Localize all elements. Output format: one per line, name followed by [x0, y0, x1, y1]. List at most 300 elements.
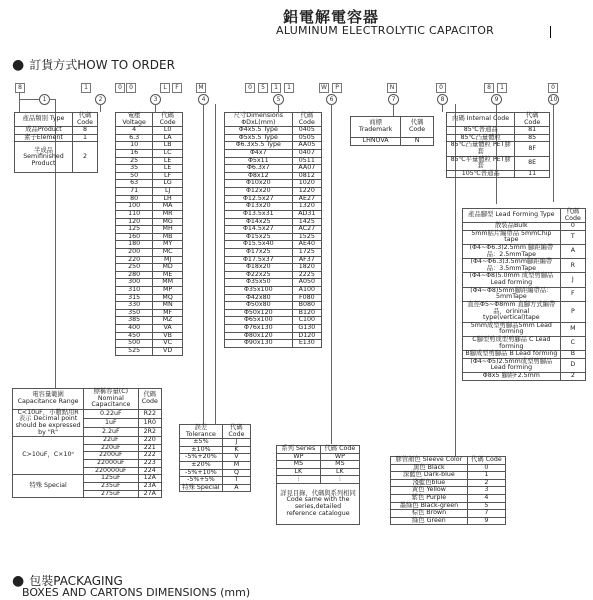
- table-row: [225, 210, 322, 218]
- code-char-box: 1: [81, 83, 91, 93]
- dimension-cell: 0511: [292, 157, 321, 165]
- capacitance-cell: 221: [138, 444, 161, 452]
- table-row: [116, 287, 183, 295]
- code-char-box: 0: [548, 83, 558, 93]
- table-row: [463, 322, 586, 336]
- table-row: [116, 127, 183, 135]
- tolerance-table-header: 誤差 Tolerance: [180, 425, 223, 439]
- sleeve-color-cell: 4: [467, 495, 505, 503]
- series-cell: LK: [277, 468, 321, 476]
- sleeve-color-cell: 棕色 Brown: [391, 510, 468, 518]
- capacitance-cell: 235uF: [84, 482, 138, 490]
- lead-forming-cell: C: [560, 336, 585, 350]
- capacitance-cell: 222: [138, 452, 161, 460]
- lead-forming-cell: B: [560, 351, 585, 359]
- dimension-cell: 0405: [292, 127, 321, 135]
- series-table-header: 代碼 Code: [320, 446, 359, 454]
- voltage-cell: LG: [153, 180, 183, 188]
- tolerance-table: [179, 424, 251, 492]
- voltage-cell: MF: [153, 309, 183, 317]
- table-row: [116, 210, 183, 218]
- table-row: [116, 340, 183, 348]
- marker-9: 9: [491, 94, 502, 105]
- capacitance-cell: 2.2uF: [84, 428, 138, 437]
- voltage-cell: MG: [153, 218, 183, 226]
- voltage-cell: 71: [116, 188, 153, 196]
- lead-forming-cell: M: [560, 322, 585, 336]
- type-cell: 1: [73, 134, 98, 142]
- marker-10: 10: [549, 96, 558, 103]
- capacitance-table-header: 電容量範圍 Capacitance Range: [13, 389, 84, 410]
- capacitance-range-cell: C<10uF，小數點用R表示 Decimal point should be expressed by "R": [13, 409, 84, 436]
- marker-1: 1: [39, 94, 50, 105]
- connector-line: [442, 104, 443, 112]
- series-table-header: 系列 Series: [277, 446, 321, 454]
- series-cell: ⋮: [320, 476, 359, 484]
- table-row: [463, 245, 586, 259]
- capacitance-cell: 22uF: [84, 437, 138, 445]
- table-row: [116, 347, 183, 355]
- lead-forming-cell: 5mm貼片編帶品 5mmChip tape: [463, 230, 561, 244]
- dimension-cell: AF37: [292, 256, 321, 264]
- capacitance-cell: 275uF: [84, 490, 138, 498]
- voltage-cell: MN: [153, 302, 183, 310]
- bullet-icon: ●: [12, 57, 25, 73]
- voltage-cell: 450: [116, 332, 153, 340]
- lead-forming-cell: 2: [560, 373, 585, 381]
- table-row: [463, 301, 586, 322]
- table-row: [116, 279, 183, 287]
- internal-code-cell: 85℃普通品: [447, 127, 515, 135]
- code-char-box: 1: [497, 83, 507, 93]
- tolerance-cell: K: [222, 446, 250, 454]
- internal-table-header: 內碼 Internal Code: [447, 113, 515, 127]
- voltage-cell: 180: [116, 241, 153, 249]
- sleeve-color-cell: 1: [467, 472, 505, 480]
- tolerance-cell: -5%+10%: [180, 469, 223, 477]
- code-char-box: M: [196, 83, 206, 93]
- dimension-cell: Φ76x130: [225, 325, 293, 333]
- capacitance-cell: 220: [138, 437, 161, 445]
- lead-forming-cell: B腳成型剪腳品 B Lead forming: [463, 351, 561, 359]
- internal-code-cell: 81: [515, 127, 550, 135]
- table-row: [463, 336, 586, 350]
- sleeve-color-cell: 2: [467, 479, 505, 487]
- voltage-cell: 10: [116, 142, 153, 150]
- dimension-cell: B120: [292, 309, 321, 317]
- voltage-cell: MP: [153, 287, 183, 295]
- series-note: 詳見目錄，代碼與系列相同 Code same with the series,detailed reference catalogue: [277, 484, 360, 525]
- lead-forming-cell: Φ8x5 腳距F2.5mm: [463, 373, 561, 381]
- dimension-cell: AA07: [292, 165, 321, 173]
- dimension-cell: 1320: [292, 203, 321, 211]
- lead-forming-cell: 散裝品Bulk: [463, 223, 561, 231]
- lead-forming-cell: 0: [560, 223, 585, 231]
- tolerance-cell: A: [222, 484, 250, 492]
- dimension-cell: D120: [292, 332, 321, 340]
- table-row: [116, 150, 183, 158]
- internal-code-cell: 11: [515, 170, 550, 178]
- table-row: [447, 142, 550, 156]
- capacitance-cell: 220uF: [84, 444, 138, 452]
- dimension-cell: Φ6.3x7: [225, 165, 293, 173]
- table-row: [463, 373, 586, 381]
- dimension-cell: Φ4x5.5 Type: [225, 127, 293, 135]
- dimension-table-header: 尺寸Dimensions ΦDxL(mm): [225, 113, 293, 127]
- table-row: [116, 332, 183, 340]
- voltage-cell: 300: [116, 279, 153, 287]
- table-row: [116, 233, 183, 241]
- dimension-cell: 0505: [292, 134, 321, 142]
- voltage-cell: L0: [153, 127, 183, 135]
- voltage-cell: 80: [116, 195, 153, 203]
- series-cell: MS: [277, 461, 321, 469]
- table-row: [463, 230, 586, 244]
- dimension-cell: Φ14x25: [225, 218, 293, 226]
- table-row: [463, 259, 586, 273]
- series-cell: LK: [320, 468, 359, 476]
- code-char-box: N: [387, 83, 397, 93]
- table-row: [225, 150, 322, 158]
- connector-line: [331, 104, 332, 444]
- dimension-cell: Φ17x25: [225, 248, 293, 256]
- sleeve-color-cell: 深藍色 Dark-blue: [391, 472, 468, 480]
- lead-forming-cell: D: [560, 358, 585, 372]
- table-row: [116, 165, 183, 173]
- sleeve-color-cell: 0: [467, 464, 505, 472]
- code-char-box: L: [160, 83, 170, 93]
- capacitance-cell: 1R0: [138, 418, 161, 427]
- voltage-cell: MJ: [153, 256, 183, 264]
- sleeve-color-cell: 黑色 Black: [391, 464, 468, 472]
- dimension-cell: Φ4x7: [225, 150, 293, 158]
- capacitance-cell: 1uF: [84, 418, 138, 427]
- order-section-title: [12, 56, 175, 73]
- type-table-header: 代碼 Code: [73, 113, 98, 127]
- capacitance-cell: R22: [138, 409, 161, 418]
- tolerance-table-header: 代碼 Code: [222, 425, 250, 439]
- voltage-table: [115, 112, 183, 356]
- voltage-cell: 110: [116, 210, 153, 218]
- sleeve-color-cell: 黃色 Yellow: [391, 487, 468, 495]
- dimension-cell: Φ13.5x31: [225, 210, 293, 218]
- capacitance-range-cell: 特殊 Special: [13, 475, 84, 498]
- voltage-cell: 50: [116, 172, 153, 180]
- sleeve-color-cell: 5: [467, 502, 505, 510]
- series-cell: WP: [320, 453, 359, 461]
- tolerance-cell: T: [222, 477, 250, 485]
- table-row: [116, 188, 183, 196]
- voltage-table-header: 代碼 Code: [153, 113, 183, 127]
- dimension-cell: 0407: [292, 150, 321, 158]
- marker-8: 8: [437, 94, 448, 105]
- table-row: [13, 409, 162, 418]
- capacitance-cell: 2200uF: [84, 452, 138, 460]
- capacitance-table-header: 標稱容量(C) Nominal Capacitance: [84, 389, 138, 410]
- dimension-cell: 1220: [292, 188, 321, 196]
- trademark-table-header: 代碼 Code: [401, 117, 434, 138]
- type-table-header: 產品類別 Type: [15, 113, 73, 127]
- dimension-cell: Φ65x100: [225, 317, 293, 325]
- code-char-box: 0: [436, 83, 446, 93]
- capacitance-cell: 0.22uF: [84, 409, 138, 418]
- table-row: [391, 502, 506, 510]
- voltage-cell: LJ: [153, 188, 183, 196]
- table-row: [277, 461, 360, 469]
- internal-code-cell: 85℃凸量體粒: [447, 134, 515, 142]
- sleeve-color-table: [390, 456, 506, 525]
- connector-line: [19, 92, 20, 112]
- trademark-table: [350, 116, 434, 146]
- voltage-cell: 525: [116, 347, 153, 355]
- tolerance-cell: -5%+20%: [180, 454, 223, 462]
- table-row: [180, 462, 251, 470]
- lead-forming-cell: (Φ4~Φ6.3)2.5mm 腳距編帶品：2.5mmTape: [463, 245, 561, 259]
- lead-forming-cell: (Φ4~Φ5)2.5mm成型剪腳品Lead forming: [463, 358, 561, 372]
- voltage-cell: MH: [153, 226, 183, 234]
- tolerance-cell: 特殊 Special: [180, 484, 223, 492]
- dimension-cell: A050: [292, 279, 321, 287]
- voltage-cell: VB: [153, 332, 183, 340]
- voltage-cell: 6.3: [116, 134, 153, 142]
- internal-code-cell: 105℃普通品: [447, 170, 515, 178]
- dimension-cell: Φ5x5.5 Type: [225, 134, 293, 142]
- trademark-cell: N: [401, 138, 434, 146]
- voltage-cell: MQ: [153, 294, 183, 302]
- internal-table-header: 代碼 Code: [515, 113, 550, 127]
- bullet-icon: ●: [12, 573, 25, 589]
- voltage-cell: VC: [153, 340, 183, 348]
- voltage-cell: 35: [116, 165, 153, 173]
- voltage-cell: MA: [153, 203, 183, 211]
- table-row: [116, 180, 183, 188]
- packaging-subtitle: BOXES AND CARTONS DIMENSIONS (mm): [22, 586, 251, 599]
- voltage-cell: 310: [116, 287, 153, 295]
- table-row: [225, 340, 322, 348]
- voltage-cell: 385: [116, 317, 153, 325]
- code-char-box: 0: [126, 83, 136, 93]
- dimension-cell: AC27: [292, 226, 321, 234]
- table-row: [391, 472, 506, 480]
- table-row: [116, 302, 183, 310]
- tolerance-cell: ±5%: [180, 439, 223, 447]
- voltage-cell: 500: [116, 340, 153, 348]
- table-row: [13, 475, 162, 483]
- type-cell: 2: [73, 142, 98, 173]
- internal-code-cell: 8F: [515, 142, 550, 156]
- table-row: [116, 317, 183, 325]
- capacitance-cell: 23A: [138, 482, 161, 490]
- voltage-cell: MZ: [153, 317, 183, 325]
- connector-line: [215, 104, 216, 424]
- table-row: [116, 264, 183, 272]
- voltage-cell: 330: [116, 302, 153, 310]
- series-cell: MS: [320, 461, 359, 469]
- voltage-cell: 250: [116, 264, 153, 272]
- trademark-cell: LHNOVA: [351, 138, 401, 146]
- table-row: [391, 479, 506, 487]
- table-row: [116, 325, 183, 333]
- sleeve-color-cell: 墨綠色 Black-green: [391, 502, 468, 510]
- voltage-cell: LC: [153, 150, 183, 158]
- marker-2: 2: [95, 94, 106, 105]
- type-cell: 半成品 Semifinished Product: [15, 142, 73, 173]
- code-char-box: 1: [284, 83, 294, 93]
- marker-6: 6: [326, 94, 337, 105]
- code-char-box: 5: [258, 83, 268, 93]
- voltage-cell: 315: [116, 294, 153, 302]
- voltage-cell: MB: [153, 233, 183, 241]
- lead-forming-cell: 直徑Φ5~Φ8mm 直腳方式編帶品，orininal type(vertical)tape: [463, 301, 561, 322]
- capacitance-cell: 220000uF: [84, 467, 138, 475]
- voltage-cell: LH: [153, 195, 183, 203]
- dimension-cell: Φ10x20: [225, 180, 293, 188]
- voltage-cell: 160: [116, 233, 153, 241]
- voltage-cell: 120: [116, 218, 153, 226]
- internal-code-cell: 85℃凸量體粒 PET膠套: [447, 142, 515, 156]
- connector-line: [49, 99, 55, 100]
- table-row: [180, 439, 251, 447]
- capacitance-cell: 125uF: [84, 475, 138, 483]
- voltage-cell: MM: [153, 279, 183, 287]
- dimension-cell: Φ17.5x37: [225, 256, 293, 264]
- voltage-cell: 220: [116, 256, 153, 264]
- type-cell: 成品Product: [15, 127, 73, 135]
- table-row: [391, 517, 506, 525]
- type-cell: 8: [73, 127, 98, 135]
- code-char-box: 8: [15, 83, 25, 93]
- dimension-cell: Φ35x50: [225, 279, 293, 287]
- dimension-table-header: 代碼 Code: [292, 113, 321, 127]
- table-row: [447, 156, 550, 170]
- connector-line: [203, 104, 204, 424]
- tolerance-cell: -5%+5%: [180, 477, 223, 485]
- capacitance-cell: 224: [138, 467, 161, 475]
- dimension-cell: Φ14.5x27: [225, 226, 293, 234]
- internal-code-cell: 8E: [515, 156, 550, 170]
- tolerance-cell: J: [222, 439, 250, 447]
- voltage-cell: 200: [116, 248, 153, 256]
- dimension-cell: Φ8x12: [225, 172, 293, 180]
- voltage-cell: VA: [153, 325, 183, 333]
- dimension-cell: 1425: [292, 218, 321, 226]
- connector-line: [278, 104, 279, 112]
- lead-forming-cell: F: [560, 287, 585, 301]
- table-row: [463, 287, 586, 301]
- dimension-cell: G130: [292, 325, 321, 333]
- dimension-cell: AA05: [292, 142, 321, 150]
- marker-3: 3: [150, 94, 161, 105]
- capacitance-cell: 12A: [138, 475, 161, 483]
- dimension-cell: Φ18x20: [225, 264, 293, 272]
- voltage-cell: 63: [116, 180, 153, 188]
- dimension-cell: C100: [292, 317, 321, 325]
- table-row: [13, 437, 162, 445]
- voltage-cell: MR: [153, 210, 183, 218]
- lead-table-header: 代碼 Code: [560, 209, 585, 223]
- dimension-cell: 1820: [292, 264, 321, 272]
- tolerance-cell: ±10%: [180, 446, 223, 454]
- lead-forming-cell: A: [560, 245, 585, 259]
- lead-forming-cell: C腳型剪成型剪腳品 C Lead forming: [463, 336, 561, 350]
- table-row: [391, 487, 506, 495]
- table-row: [116, 248, 183, 256]
- dimension-cell: AE27: [292, 195, 321, 203]
- sleeve-table-header: 代碼 Code: [467, 457, 505, 465]
- dimension-cell: E130: [292, 340, 321, 348]
- trademark-table-header: 商標 Trademark: [351, 117, 401, 138]
- dimension-cell: AE40: [292, 241, 321, 249]
- dimension-cell: Φ35x100: [225, 287, 293, 295]
- dimension-cell: A100: [292, 287, 321, 295]
- internal-code-cell: 85: [515, 134, 550, 142]
- voltage-cell: LF: [153, 172, 183, 180]
- internal-code-table: [446, 112, 550, 178]
- voltage-cell: 25: [116, 157, 153, 165]
- code-char-box: P: [332, 83, 342, 93]
- capacitance-table: [12, 388, 162, 498]
- lead-table-header: 產品腳型 Lead Forming Type: [463, 209, 561, 223]
- voltage-cell: 4: [116, 127, 153, 135]
- voltage-cell: 125: [116, 226, 153, 234]
- voltage-cell: LE: [153, 157, 183, 165]
- dimension-cell: 1525: [292, 233, 321, 241]
- dimension-cell: Φ13x20: [225, 203, 293, 211]
- dimension-cell: Φ6.3x5.5 Type: [225, 142, 293, 150]
- sleeve-color-cell: 紫色 Purple: [391, 495, 468, 503]
- series-table: [276, 445, 360, 525]
- lead-forming-cell: (Φ4~Φ8)5.0mm 成型剪腳品Lead forming: [463, 273, 561, 287]
- table-row: [463, 273, 586, 287]
- voltage-cell: MD: [153, 264, 183, 272]
- dimension-cell: Φ12x20: [225, 188, 293, 196]
- dimension-cell: 1020: [292, 180, 321, 188]
- dimension-cell: Φ42x80: [225, 294, 293, 302]
- capacitance-cell: 27A: [138, 490, 161, 498]
- voltage-cell: 16: [116, 150, 153, 158]
- table-row: [116, 157, 183, 165]
- voltage-cell: MY: [153, 241, 183, 249]
- type-table: [14, 112, 98, 173]
- dimension-cell: Φ90x130: [225, 340, 293, 348]
- table-row: [391, 495, 506, 503]
- lead-forming-cell: P: [560, 301, 585, 322]
- marker-5: 5: [273, 94, 284, 105]
- marker-4: 4: [198, 94, 209, 105]
- lead-forming-cell: R: [560, 259, 585, 273]
- lead-forming-table: [462, 208, 586, 381]
- table-row: [463, 358, 586, 372]
- code-char-box: W: [319, 83, 329, 93]
- table-row: [180, 454, 251, 462]
- dimension-cell: B080: [292, 302, 321, 310]
- table-row: [180, 484, 251, 492]
- type-cell: 素子Element: [15, 134, 73, 142]
- dimension-cell: AD31: [292, 210, 321, 218]
- tolerance-cell: M: [222, 462, 250, 470]
- voltage-cell: LB: [153, 142, 183, 150]
- voltage-cell: LE: [153, 165, 183, 173]
- lead-forming-cell: (Φ4~Φ8)5mm腳距編帶品：5mmTape: [463, 287, 561, 301]
- voltage-cell: 350: [116, 309, 153, 317]
- code-char-box: 1: [271, 83, 281, 93]
- code-char-box: 0: [115, 83, 125, 93]
- connector-line: [155, 104, 156, 112]
- dimension-cell: Φ12.5x27: [225, 195, 293, 203]
- sleeve-color-cell: 淺藍色blue: [391, 479, 468, 487]
- table-row: [391, 510, 506, 518]
- table-row: [116, 134, 183, 142]
